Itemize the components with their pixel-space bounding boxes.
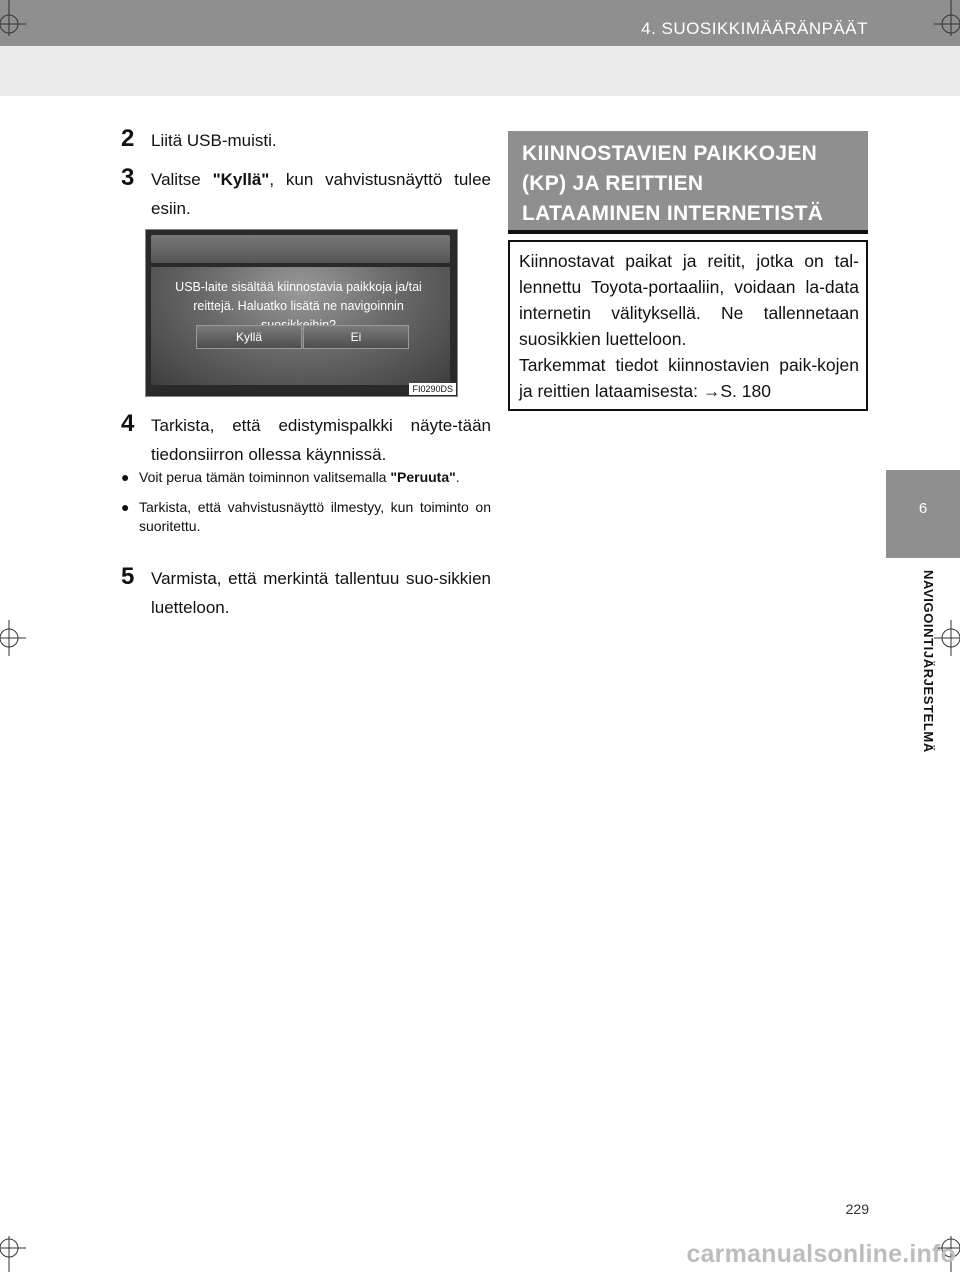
section-heading	[508, 131, 868, 234]
crop-mark-mid-left	[0, 618, 30, 658]
figure-code: FI0290DS	[409, 383, 456, 395]
chapter-number: 6	[918, 500, 928, 517]
header-band	[0, 46, 960, 96]
step-text: Liitä USB-muisti.	[151, 131, 277, 150]
watermark[interactable]: carmanualsonline.info	[686, 1240, 956, 1268]
steps-list	[121, 126, 491, 223]
page-number: 229	[845, 1201, 869, 1217]
step-5	[121, 564, 491, 622]
step-text: Tarkista, että edistymispalkki näyte-tään tiedonsiirron ollessa käynnissä.	[151, 416, 491, 464]
step-text: Varmista, että merkintä tallentuu suo-sikkien luetteloon.	[151, 569, 491, 617]
step-2	[121, 126, 491, 155]
chapter-title: 4. SUOSIKKIMÄÄRÄNPÄÄT	[641, 19, 868, 38]
yes-button[interactable]: Kyllä	[196, 325, 302, 349]
header-bar	[0, 0, 960, 46]
screen-title-bar	[151, 235, 450, 263]
step-number: 3	[121, 164, 135, 191]
chapter-side-label: NAVIGOINTIJÄRJESTELMÄ	[921, 570, 936, 753]
bullet-list	[121, 468, 491, 547]
bullet-item: ● Tarkista, että vahvistusnäyttö ilmestyy, kun toiminto on suoritettu.	[121, 499, 491, 534]
screen-message: USB-laite sisältää kiinnostavia paikkoja ja/tai reittejä. Haluatko lisätä ne navigoinnin	[175, 280, 422, 313]
bullet-item: ● Voit perua tämän toiminnon valitsemalla "Peruuta".	[121, 469, 460, 485]
step-number: 5	[121, 563, 135, 590]
step-number: 2	[121, 125, 135, 152]
info-paragraph-1: Kiinnostavat paikat ja reitit, jotka on tal-lennettu Toyota-portaaliin, voidaan la-data internetin välityksellä. Ne tallennetaan suosikkien luetteloon.	[519, 251, 859, 349]
crop-mark-top-left	[0, 0, 30, 40]
bold-term: "Peruuta"	[390, 469, 456, 485]
step-text: Valitse "Kyllä", kun vahvistusnäyttö tulee esiin.	[151, 170, 491, 218]
bullet-dot-icon: ●	[121, 499, 130, 515]
step-3	[121, 165, 491, 223]
crop-mark-bottom-left	[0, 1232, 30, 1272]
bullet-dot-icon: ●	[121, 469, 130, 485]
step-number: 4	[121, 410, 135, 437]
crop-mark-top-right	[930, 0, 960, 40]
info-paragraph-2: Tarkemmat tiedot kiinnostavien paik-kojen ja reittien lataamisesta: →S. 180	[519, 355, 859, 401]
section-title: KIINNOSTAVIEN PAIKKOJEN (KP) JA REITTIEN LATAAMINEN INTERNETISTÄ	[522, 142, 824, 225]
step-4	[121, 411, 491, 469]
bold-term: "Kyllä"	[212, 170, 270, 189]
info-box	[508, 240, 868, 411]
chapter-tab	[886, 470, 960, 558]
confirmation-screen-image	[145, 229, 458, 397]
no-button[interactable]: Ei	[303, 325, 409, 349]
